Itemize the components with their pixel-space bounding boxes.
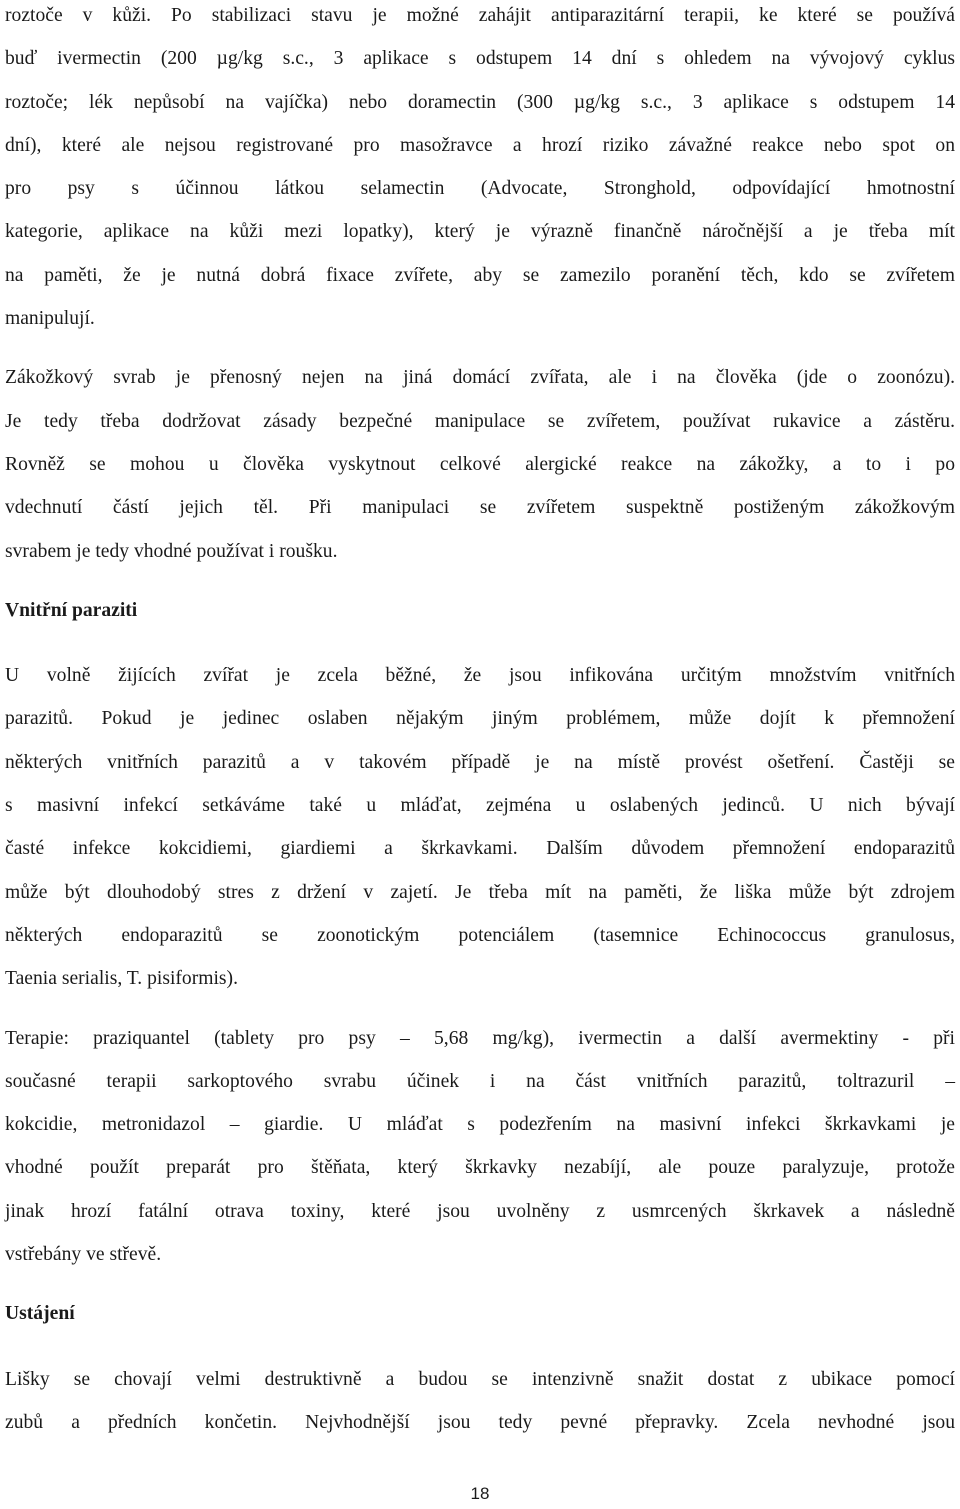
text-line: Taenia serialis, T. pisiformis). <box>5 968 238 990</box>
text-line: vhodné použít preparát pro štěňata, který škrkavky nezabíjí, ale pouze paralyzuje, protože <box>5 1157 955 1179</box>
text-line: může být dlouhodobý stres z držení v zajetí. Je třeba mít na paměti, že liška může být zdrojem <box>5 881 955 903</box>
text-line: kategorie, aplikace na kůži mezi lopatky), který je výrazně finančně náročnější a je třeba mít <box>5 221 955 243</box>
text-line: kokcidie, metronidazol – giardie. U mláďat s podezřením na masivní infekci škrkavkami je <box>5 1114 955 1136</box>
text-line: jinak hrozí fatální otrava toxiny, které jsou uvolněny z usmrcených škrkavek a následně <box>5 1200 955 1222</box>
text-line: současné terapii sarkoptového svrabu účinek i na část vnitřních parazitů, toltrazuril – <box>5 1070 955 1092</box>
text-line: Je tedy třeba dodržovat zásady bezpečné manipulace se zvířetem, používat rukavice a zástěru. <box>5 410 955 432</box>
text-line: U volně žijících zvířat je zcela běžné, že jsou infikována určitým množstvím vnitřních <box>5 665 955 687</box>
text-line: zubů a předních končetin. Nejvhodnější jsou tedy pevné přepravky. Zcela nevhodné jsou <box>5 1411 955 1433</box>
text-line: manipulují. <box>5 308 95 330</box>
text-line: dní), které ale nejsou registrované pro masožravce a hrozí riziko závažné reakce nebo spot on <box>5 134 955 156</box>
text-line: pro psy s účinnou látkou selamectin (Advocate, Stronghold, odpovídající hmotnostní <box>5 178 955 200</box>
paragraph-zoonosis <box>5 356 955 572</box>
paragraph-housing <box>5 1358 955 1445</box>
text-line: parazitů. Pokud je jedinec oslaben nějakým jiným problémem, může dojít k přemnožení <box>5 708 955 730</box>
section-heading-housing: Ustájení <box>5 1303 75 1325</box>
document-page <box>5 0 955 1444</box>
text-line: s masivní infekcí setkáváme také u mláďat, zejména u oslabených jedinců. U nich bývají <box>5 795 955 817</box>
text-line: buď ivermectin (200 µg/kg s.c., 3 aplikace s odstupem 14 dní s ohledem na vývojový cyklus <box>5 48 955 70</box>
text-line: vstřebány ve střevě. <box>5 1244 162 1266</box>
text-line: vdechnutí částí jejich těl. Při manipulaci se zvířetem suspektně postiženým zákožkovým <box>5 497 955 519</box>
paragraph-internal-parasites <box>5 654 955 1000</box>
text-line: některých vnitřních parazitů a v takovém případě je na místě provést ošetření. Častěji se <box>5 751 955 773</box>
text-line: svrabem je tedy vhodné používat i roušku. <box>5 540 338 562</box>
text-line: časté infekce kokcidiemi, giardiemi a škrkavkami. Dalším důvodem přemnožení endoparazitů <box>5 838 955 860</box>
text-line: Lišky se chovají velmi destruktivně a budou se intenzivně snažit dostat z ubikace pomocí <box>5 1368 955 1390</box>
text-line: Zákožkový svrab je přenosný nejen na jiná domácí zvířata, ale i na člověka (jde o zoonózu). <box>5 367 955 389</box>
paragraph-therapy <box>5 1017 955 1277</box>
paragraph-antiparasitic-therapy <box>5 0 955 340</box>
text-line: některých endoparazitů se zoonotickým potenciálem (tasemnice Echinococcus granulosus, <box>5 924 955 946</box>
text-line: roztoče; lék nepůsobí na vajíčka) nebo doramectin (300 µg/kg s.c., 3 aplikace s odstupem 14 <box>5 91 955 113</box>
text-line: na paměti, že je nutná dobrá fixace zvířete, aby se zamezilo poranění těch, kdo se zvířetem <box>5 264 955 286</box>
text-line: Terapie: praziquantel (tablety pro psy – 5,68 mg/kg), ivermectin a další avermektiny - při <box>5 1027 955 1049</box>
page-number: 18 <box>470 1484 490 1503</box>
section-heading-internal-parasites: Vnitřní paraziti <box>5 599 138 621</box>
text-line: Rovněž se mohou u člověka vyskytnout celkové alergické reakce na zákožky, a to i po <box>5 453 955 475</box>
text-line: roztoče v kůži. Po stabilizaci stavu je možné zahájit antiparazitární terapii, ke které se používá <box>5 5 955 26</box>
